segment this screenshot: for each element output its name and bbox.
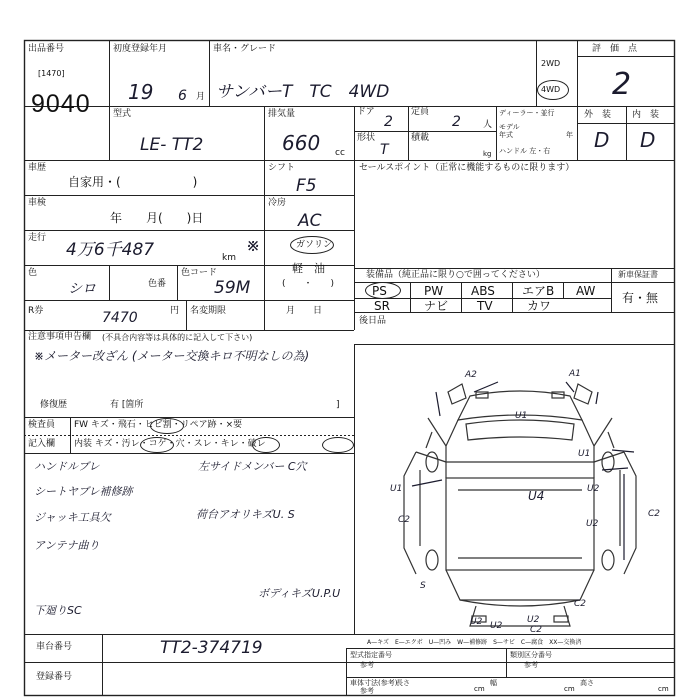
- drive-4wd: 4WD: [541, 85, 561, 94]
- mark-u2-br: U2: [527, 615, 540, 625]
- cooler-label: 冷房: [268, 198, 287, 208]
- equipment-label: 装備品（純正品に限り○で囲ってください）: [366, 270, 545, 280]
- repair-value: 有 [箇所: [110, 400, 144, 410]
- first-reg-month: 6: [178, 88, 187, 104]
- cooler-value: AC: [298, 211, 322, 231]
- height-unit: cm: [658, 685, 669, 693]
- equip-navi: ナビ: [424, 299, 449, 313]
- check-dirt-circle: [140, 437, 174, 453]
- doors-label: ドア: [357, 107, 375, 117]
- model-year-label: モデル: [499, 123, 520, 131]
- remark-7: 荷台アオリキズU. S: [196, 508, 295, 521]
- first-reg-label: 初度登録年月: [113, 44, 168, 54]
- drive-2wd: 2WD: [541, 59, 561, 68]
- displacement-label: 排気量: [268, 109, 296, 119]
- mark-c2-right: C2: [648, 509, 661, 519]
- cc-unit: cc: [335, 148, 345, 158]
- shape-label: 形状: [357, 133, 376, 143]
- load-label: 積載: [411, 133, 430, 143]
- repair-label: 修復歴: [40, 400, 68, 410]
- repair-close: ]: [336, 400, 340, 410]
- category-ref: 参考: [524, 661, 538, 669]
- name-change-value: 月 日: [286, 306, 323, 316]
- r-label: R券: [28, 306, 44, 316]
- color-no-label: 色番: [148, 279, 167, 289]
- equip-aw: AW: [576, 284, 596, 298]
- color-code-value: 59M: [214, 278, 251, 298]
- color-label: 色: [28, 268, 38, 278]
- check-wear-circle: [252, 437, 280, 453]
- capacity-value: 2: [452, 114, 461, 130]
- model-label: 型式: [113, 109, 132, 119]
- handle-label: ハンドル 左・右: [499, 147, 551, 155]
- color-code-label: 色コード: [181, 268, 218, 278]
- check-stone-circle: [150, 418, 184, 434]
- body-size-ref: 参考: [360, 687, 374, 695]
- mileage-mark: ※: [246, 236, 261, 256]
- mark-u2-bm: U2: [490, 621, 503, 631]
- history-label: 車歴: [28, 163, 47, 173]
- interior-label: 内 装: [632, 110, 660, 120]
- check-label-1: 検査員: [28, 420, 56, 430]
- notes-sublabel: (不具合内容等は具体的に記入して下さい): [102, 333, 253, 342]
- check-row-1: FW キズ・飛石・ヒビ割・リペア跡・×要: [74, 420, 243, 430]
- shift-label: シフト: [268, 163, 296, 173]
- notes-label: 注意事項申告欄: [28, 332, 92, 342]
- name-change-label: 名変期限: [190, 306, 227, 316]
- model-value: LE- TT2: [140, 135, 204, 155]
- warranty-label: 新車保証書: [618, 270, 658, 279]
- model-spec-ref: 参考: [360, 661, 374, 669]
- diagram-legend: A—キズ E—エクボ U—凹み W—補修跡 S—サビ C—腐食 XX—交換済: [367, 639, 582, 646]
- lot-small-number: [1470]: [38, 69, 65, 78]
- check-row-2: 内装 キズ・汚レ・コゲ・穴・スレ・キレ・破レ: [74, 439, 266, 449]
- inspection-value: 年 月( )日: [110, 211, 204, 225]
- mileage-label: 走行: [28, 233, 47, 243]
- warranty-value: 有・無: [622, 291, 659, 305]
- doors-value: 2: [384, 114, 393, 130]
- shape-value: T: [380, 142, 389, 158]
- remark-6: 左サイドメンバー C穴: [198, 460, 307, 473]
- interior-value: D: [640, 128, 656, 152]
- fuel-paren: ( ・ ): [282, 279, 335, 289]
- fuel-gasoline: ガソリン: [296, 240, 333, 250]
- fuel-diesel: 軽 油: [292, 262, 325, 275]
- equip-ps-circle: [365, 282, 401, 299]
- remark-3: ジャッキ工具欠: [34, 511, 111, 524]
- mark-s: S: [420, 581, 426, 591]
- yen-unit: 円: [170, 306, 180, 316]
- equip-leather: カワ: [527, 299, 552, 313]
- mark-c2-rear: C2: [530, 625, 543, 635]
- reg-label: 登録番号: [36, 672, 73, 682]
- year-label: 年式: [499, 131, 513, 139]
- color-value: シロ: [68, 281, 96, 297]
- car-name-label: 車名・グレード: [213, 44, 277, 54]
- mark-u2-rear: U2: [586, 519, 599, 529]
- notes-value: ※メーター改ざん (メーター交換キロ不明なしの為): [34, 349, 310, 363]
- equip-tv: TV: [477, 299, 493, 313]
- mileage-value: 4万6千487: [66, 240, 155, 260]
- r-value: 7470: [102, 310, 138, 326]
- width-unit: cm: [564, 685, 575, 693]
- mark-c2-left: C2: [398, 515, 411, 525]
- person-unit: 人: [483, 120, 493, 130]
- length-unit: cm: [474, 685, 485, 693]
- chassis-label: 車台番号: [36, 642, 73, 652]
- fuel-gasoline-circle: [290, 236, 334, 254]
- equip-pw: PW: [424, 284, 444, 298]
- check-tear-circle: [322, 437, 354, 453]
- km-unit: km: [222, 253, 236, 263]
- category-label: 類別区分番号: [510, 651, 552, 659]
- mark-a1: A1: [569, 369, 581, 379]
- sales-point-label: セールスポイント（正常に機能するものに限ります）: [359, 163, 575, 173]
- year-unit: 年: [566, 131, 573, 139]
- check-label-2: 記入欄: [28, 439, 56, 449]
- height-label: 高さ: [580, 679, 594, 687]
- equip-airbag: エアB: [522, 284, 555, 298]
- mark-c2-br: C2: [574, 599, 587, 609]
- capacity-label: 定員: [411, 107, 430, 117]
- mark-u1-right: U1: [578, 449, 591, 459]
- mark-u4: U4: [528, 489, 545, 503]
- car-name-value: サンバーT TC 4WD: [216, 82, 390, 102]
- remark-2: シートヤブレ補修跡: [34, 485, 133, 498]
- shift-value: F5: [296, 176, 317, 196]
- mark-u1-top: U1: [515, 411, 528, 421]
- mark-u1-left: U1: [390, 484, 403, 494]
- inspection-label: 車検: [28, 198, 47, 208]
- kg-unit: kg: [483, 150, 492, 158]
- displacement-value: 660: [282, 131, 321, 155]
- mark-u2-bl: U2: [470, 617, 483, 627]
- width-label: 幅: [490, 679, 497, 687]
- score-label: 評 価 点: [592, 44, 638, 54]
- lot-number: 9040: [31, 90, 91, 118]
- model-spec-label: 型式指定番号: [350, 651, 392, 659]
- exterior-label: 外 装: [584, 110, 612, 120]
- exterior-value: D: [594, 128, 610, 152]
- equip-sr: SR: [374, 299, 390, 313]
- remark-1: ハンドルブレ: [34, 460, 100, 473]
- body-size-label: 車体寸法(参考): [350, 679, 398, 687]
- score-value: 2: [612, 67, 632, 102]
- first-reg-year: 19: [128, 80, 154, 104]
- equip-abs: ABS: [471, 284, 495, 298]
- equip-ps: PS: [372, 284, 387, 298]
- remark-4: アンテナ曲り: [34, 539, 100, 552]
- remark-5: 下廻りSC: [34, 604, 82, 617]
- dealer-label: ディーラー・並行: [499, 109, 555, 117]
- length-label: 長さ: [396, 679, 410, 687]
- mark-u2-right: U2: [587, 484, 600, 494]
- chassis-value: TT2-374719: [160, 638, 263, 658]
- history-value: 自家用・( ): [68, 175, 198, 189]
- month-unit: 月: [196, 92, 206, 102]
- drive-4wd-circle: [537, 80, 569, 100]
- lot-label: 出品番号: [28, 44, 65, 54]
- later-label: 後日品: [359, 316, 387, 326]
- mark-a2: A2: [465, 370, 477, 380]
- remark-8: ボディキズU.P.U: [258, 587, 341, 600]
